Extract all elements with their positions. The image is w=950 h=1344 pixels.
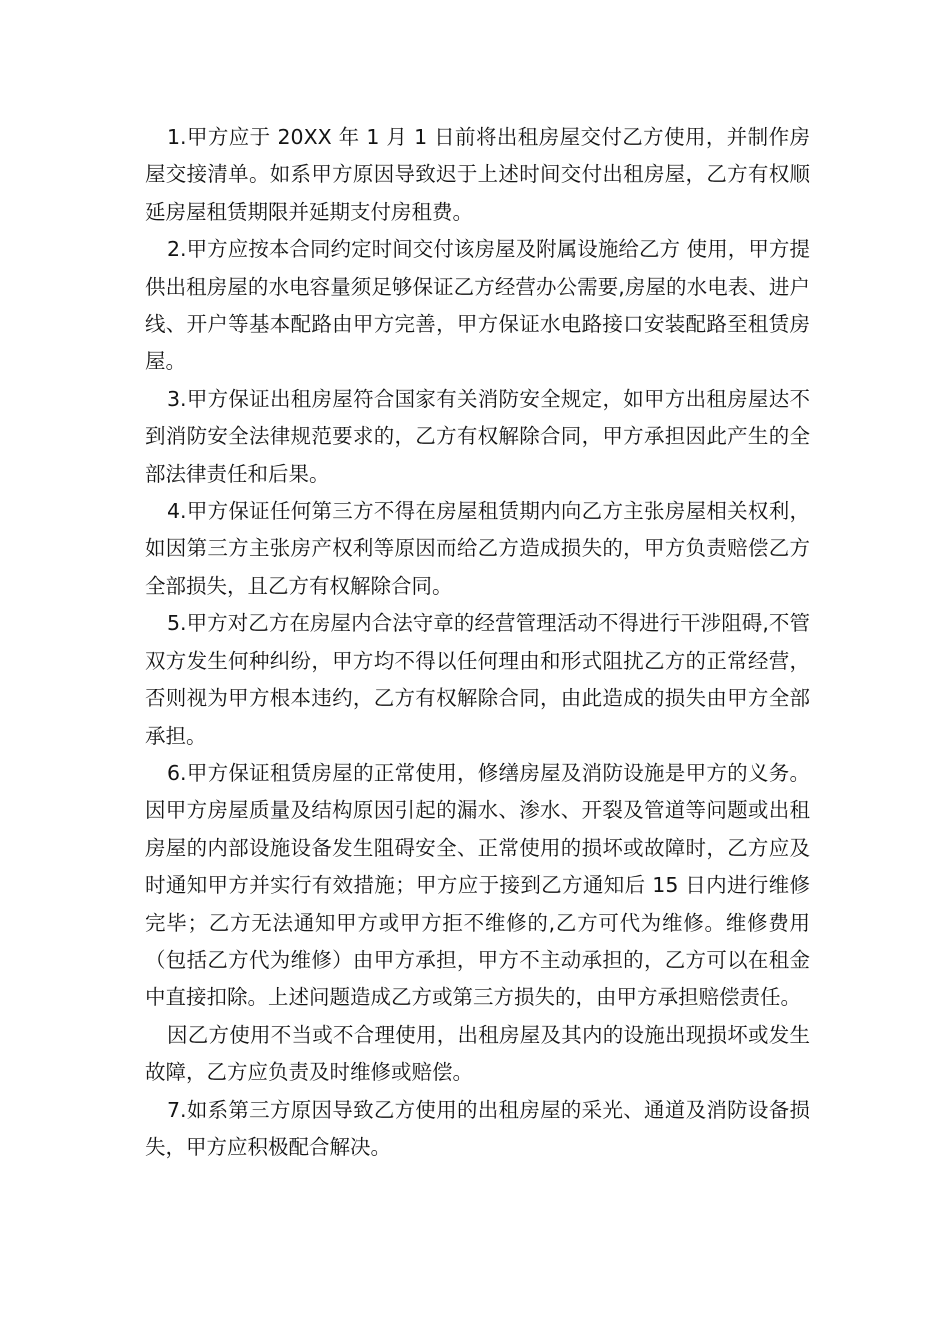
paragraph-clause-6-supplement: 因乙方使用不当或不合理使用，出租房屋及其内的设施出现损坏或发生故障，乙方应负责及时维修或赔偿。 (145, 1022, 810, 1085)
document-body (145, 119, 810, 1166)
paragraph-clause-4: 4.甲方保证任何第三方不得在房屋租赁期内向乙方主张房屋相关权利，如因第三方主张房产权利等原因而给乙方造成损失的，甲方负责赔偿乙方全部损失，且乙方有权解除合同。 (145, 499, 810, 598)
paragraph-clause-3: 3.甲方保证出租房屋符合国家有关消防安全规定，如甲方出租房屋达不到消防安全法律规范要求的，乙方有权解除合同，甲方承担因此产生的全部法律责任和后果。 (145, 386, 810, 486)
paragraph-clause-6: 6.甲方保证租赁房屋的正常使用，修缮房屋及消防设施是甲方的义务。因甲方房屋质量及结构原因引起的漏水、渗水、开裂及管道等问题或出租房屋的内部设施设备发生阻碍安全、正常使用的损坏或故障时，乙方应及时通知甲方并实行有效措施；甲方应于接到乙方通知后 15 日内进行维修完毕；乙方无法通知甲方或甲方拒不维修的,乙方可代为维修。维修费用（包括乙方代为维修）由甲方承担，甲方不主动承担的，乙方可以在租金中直接扣除。上述问题造成乙方或第三方损失的，由甲方承担赔偿责任。 (145, 760, 810, 1010)
paragraph-clause-1: 1.甲方应于 20XX 年 1 月 1 日前将出租房屋交付乙方使用，并制作房屋交接清单。如系甲方原因导致迟于上述时间交付出租房屋，乙方有权顺延房屋租赁期限并延期支付房租费。 (145, 125, 810, 224)
paragraph-clause-2: 2.甲方应按本合同约定时间交付该房屋及附属设施给乙方 使用，甲方提供出租房屋的水电容量须足够保证乙方经营办公需要,房屋的水电表、进户线、开户等基本配路由甲方完善，甲方保证水电路接口安装配路至租赁房屋。 (145, 237, 810, 374)
paragraph-clause-7: 7.如系第三方原因导致乙方使用的出租房屋的采光、通道及消防设备损失，甲方应积极配合解决。 (145, 1097, 810, 1159)
paragraph-clause-5: 5.甲方对乙方在房屋内合法守章的经营管理活动不得进行干涉阻碍,不管双方发生何种纠纷，甲方均不得以任何理由和形式阻扰乙方的正常经营，否则视为甲方根本违约，乙方有权解除合同，由此造成的损失由甲方全部承担。 (145, 611, 810, 748)
